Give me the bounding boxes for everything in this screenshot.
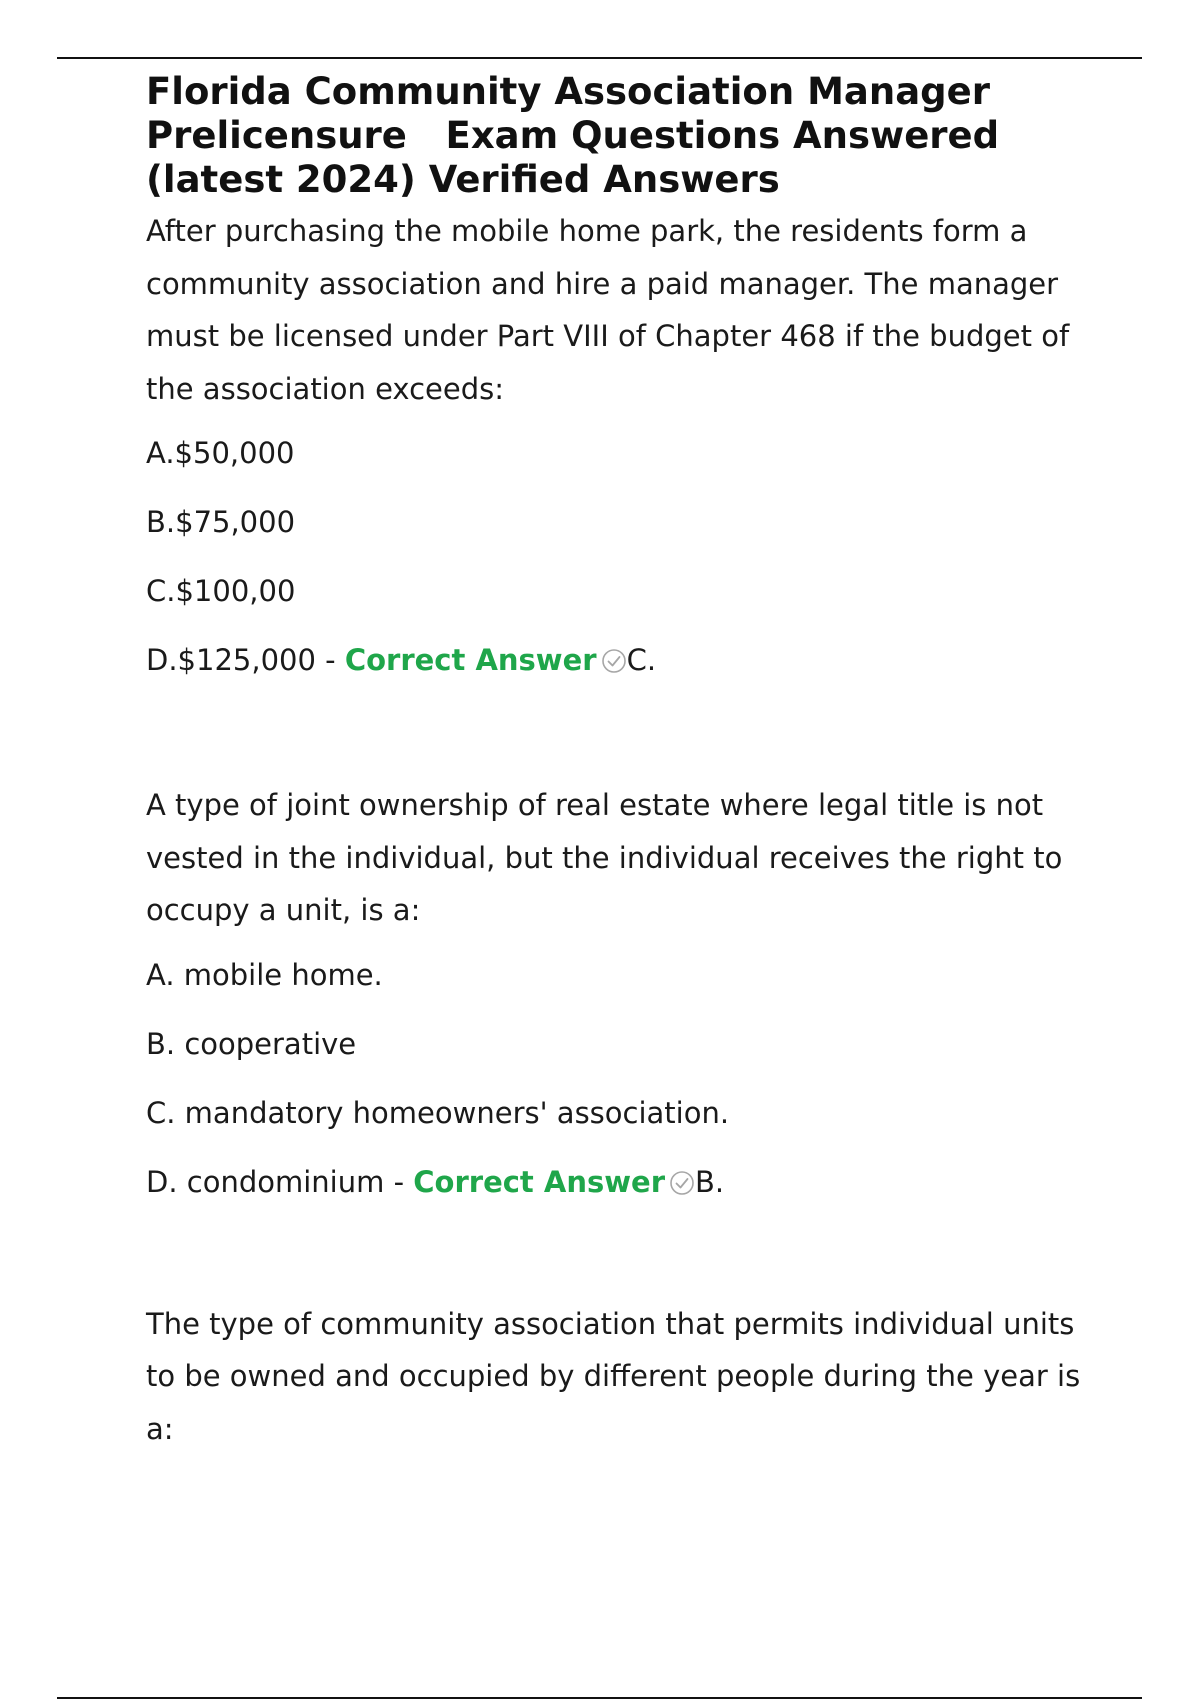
answer-option-text: D.$125,000 -: [146, 643, 345, 677]
document-title: Florida Community Association Manager Prelicensure Exam Questions Answered (latest 2024) Verified Answers: [146, 70, 1013, 201]
answer-option-with-answer: [146, 643, 1146, 677]
answer-option-with-answer: [146, 1165, 1146, 1199]
check-circle-icon: [669, 1169, 695, 1195]
question-text: After purchasing the mobile home park, the residents form a community association and hire a paid manager. The manager must be licensed under Part VIII of Chapter 468 if the budget of the association exceeds:: [146, 214, 1070, 406]
answer-option: B. cooperative: [146, 1026, 357, 1061]
top-rule: [57, 57, 1142, 59]
correct-answer-value: B.: [695, 1164, 725, 1199]
answer-option: A.$50,000: [146, 436, 295, 470]
check-circle-icon: [601, 647, 627, 673]
correct-answer-label: Correct Answer: [344, 643, 597, 677]
answer-option: C.$100,00: [146, 574, 296, 608]
document-body: [146, 70, 1146, 1455]
answer-option: B.$75,000: [146, 505, 296, 539]
answer-option-text: D. condominium -: [146, 1164, 414, 1199]
correct-answer-value: C.: [626, 643, 657, 677]
correct-answer-label: Correct Answer: [413, 1164, 666, 1199]
answer-option: C. mandatory homeowners' association.: [146, 1095, 730, 1130]
answer-option: A. mobile home.: [146, 957, 383, 992]
bottom-rule: [57, 1697, 1142, 1699]
question-text: The type of community association that permits individual units to be owned and occupied by different people during the year is a:: [146, 1306, 1081, 1446]
question-text: A type of joint ownership of real estate where legal title is not vested in the individual, but the individual receives the right to occupy a unit, is a:: [146, 788, 1063, 927]
